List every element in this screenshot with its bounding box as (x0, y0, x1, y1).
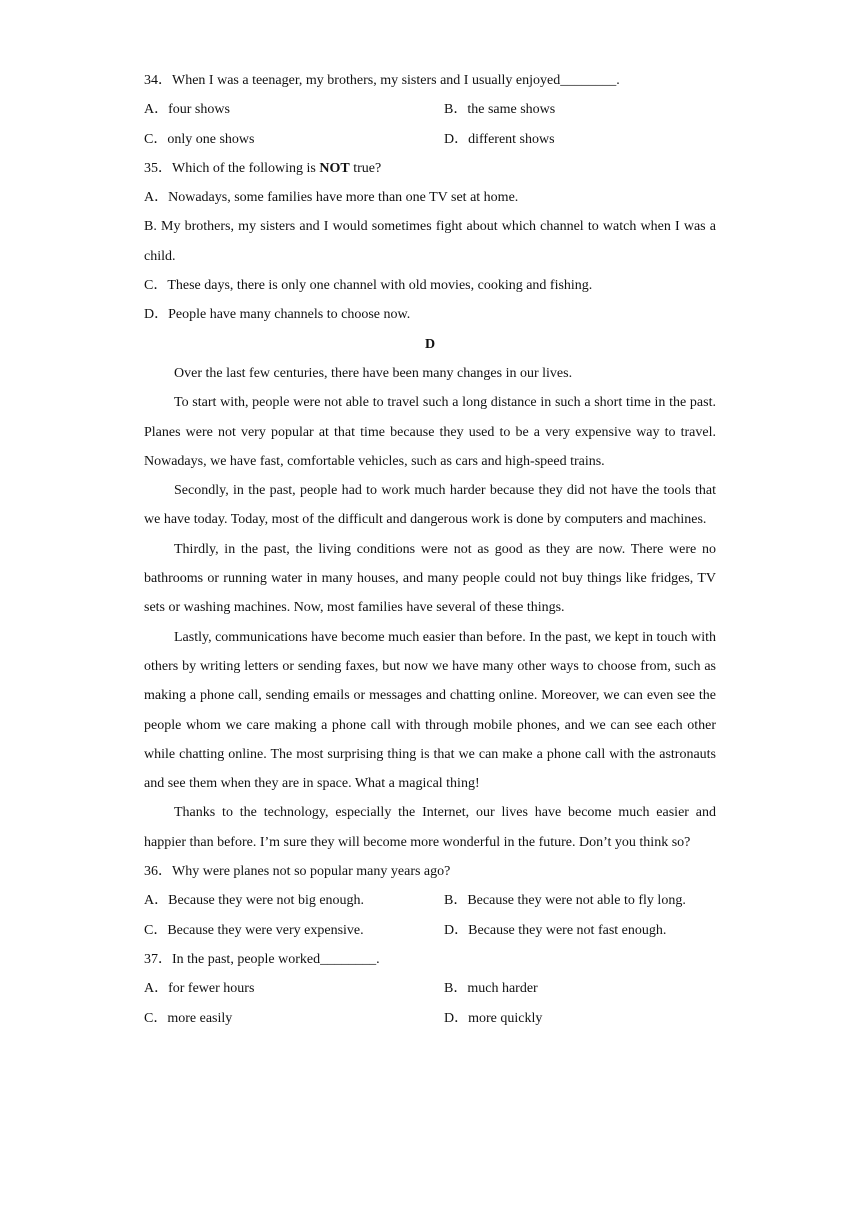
question-34-options-row-2 (144, 125, 716, 154)
q34-option-c: C．only one shows (144, 131, 255, 147)
q36-option-a: A．Because they were not big enough. (144, 893, 365, 909)
question-35-stem (144, 154, 716, 183)
passage-paragraph-2: To start with, people were not able to travel such a long distance in such a short time in the past. Planes were not very popular at that time because they used to be a very expensive way to travel. Nowadays, we have fast, comfortable vehicles, such as cars and high-speed trains. (144, 395, 716, 469)
q35-option-b: B. My brothers, my sisters and I would sometimes fight about which channel to watch when I was a child. (144, 219, 716, 264)
question-36-options-row-1 (144, 886, 716, 915)
q35-option-a: A．Nowadays, some families have more than one TV set at home. (144, 190, 519, 206)
passage-paragraph-5: Lastly, communications have become much easier than before. In the past, we kept in touch with others by writing letters or sending faxes, but now we have many other ways to choose from, such as making a phone call, sending emails or messages and chatting online. Moreover, we can even see the people whom we care making a phone call with through mobile phones, and we can see each other while chatting online. The most surprising thing is that we can make a phone call with the astronauts and see them when they are in space. What a magical thing! (144, 629, 716, 792)
q35-stem-post: true? (349, 160, 382, 176)
question-37-options-row-1 (144, 974, 716, 1003)
q37-option-a: A．for fewer hours (144, 981, 255, 997)
passage-paragraph-6: Thanks to the technology, especially the Internet, our lives have become much easier and happier than before. I’m sure they will become more wonderful in the future. Don’t you think so? (144, 805, 716, 850)
q37-option-b: B．much harder (444, 981, 538, 997)
q36-option-d: D．Because they were not fast enough. (444, 922, 667, 938)
passage-paragraph-1: Over the last few centuries, there have been many changes in our lives. (174, 365, 573, 381)
question-37-options-row-2 (144, 1004, 716, 1033)
question-36-options-row-2 (144, 916, 716, 945)
section-heading: D (424, 336, 436, 352)
q35-option-d: D．People have many channels to choose now. (144, 307, 411, 323)
question-34-stem: 34．When I was a teenager, my brothers, my sisters and I usually enjoyed________. (144, 73, 620, 88)
q35-stem-pre: 35．Which of the following is (144, 160, 320, 176)
q34-option-a: A．four shows (144, 102, 230, 118)
q37-option-d: D．more quickly (444, 1010, 543, 1026)
q35-stem-emphasis: NOT (319, 160, 350, 176)
question-34-options-row-1 (144, 95, 716, 124)
q36-option-c: C．Because they were very expensive. (144, 922, 364, 938)
q34-option-b: B．the same shows (444, 102, 556, 118)
q35-option-c: C．These days, there is only one channel with old movies, cooking and fishing. (144, 278, 593, 294)
passage-paragraph-4: Thirdly, in the past, the living conditions were not as good as they are now. There were no bathrooms or running water in many houses, and many people could not buy things like fridges, TV sets or washing machines. Now, most families have several of these things. (144, 541, 716, 616)
q36-option-b: B．Because they were not able to fly long. (444, 893, 686, 909)
q34-option-d: D．different shows (444, 131, 555, 147)
exam-page (144, 66, 716, 1033)
passage-paragraph-3: Secondly, in the past, people had to work much harder because they did not have the tools that we have today. Today, most of the difficult and dangerous work is done by computers and machines. (144, 483, 716, 528)
question-37-stem: 37．In the past, people worked________. (144, 951, 380, 967)
question-36-stem: 36．Why were planes not so popular many years ago? (144, 864, 451, 880)
q37-option-c: C．more easily (144, 1010, 233, 1026)
